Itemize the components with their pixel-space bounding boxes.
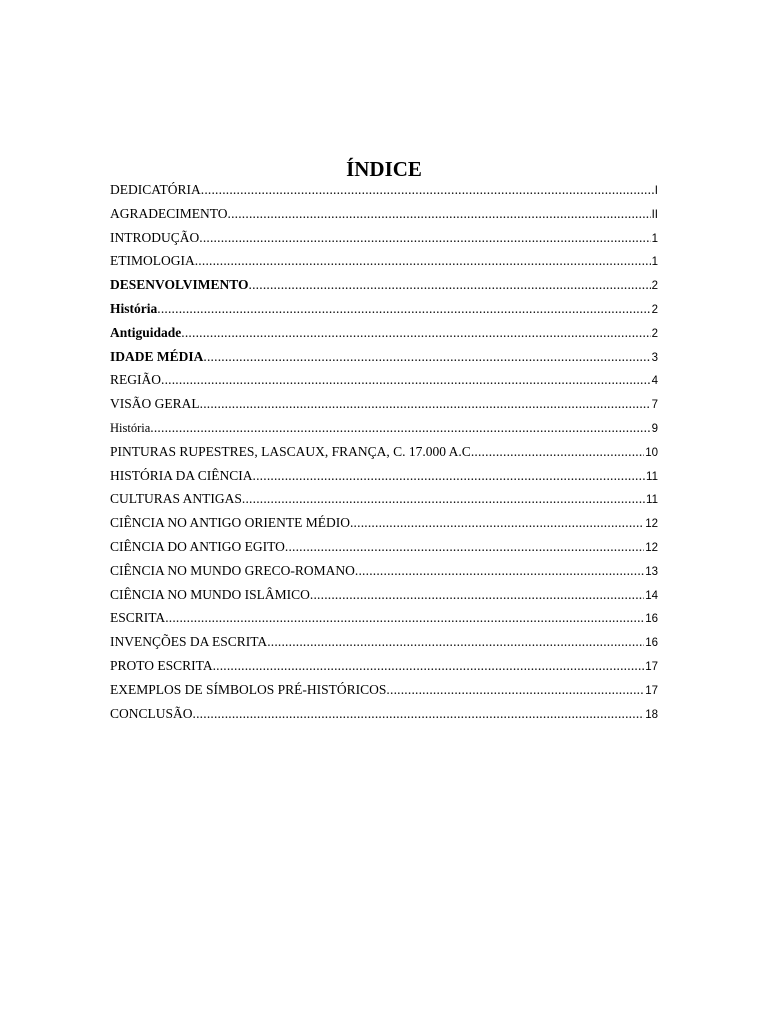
toc-entry-label: IDADE MÉDIA (110, 348, 204, 364)
toc-entry-label: DEDICATÓRIA (110, 182, 201, 197)
toc-entry[interactable] (110, 372, 658, 396)
dot-leader (228, 206, 651, 222)
toc-entry-label: CIÊNCIA NO ANTIGO ORIENTE MÉDIO (110, 515, 350, 531)
toc-entry-label: INTRODUÇÃO (110, 229, 200, 245)
toc-entry[interactable] (110, 468, 658, 492)
toc-entry[interactable] (110, 444, 658, 468)
toc-entry-page-number: 12 (645, 518, 658, 531)
toc-entry[interactable] (110, 349, 658, 373)
toc-entry-label: DESENVOLVIMENTO (110, 277, 249, 293)
table-of-contents (110, 182, 658, 729)
toc-entry-page-number: 12 (645, 541, 658, 554)
toc-entry-label: PROTO ESCRITA (110, 657, 213, 673)
toc-entry-page-number: 13 (645, 565, 658, 578)
toc-entry-page-number: 2 (651, 280, 658, 293)
toc-entry[interactable] (110, 491, 658, 515)
toc-entry-label: VISÃO GERAL (110, 396, 200, 412)
toc-entry-label: REGIÃO (110, 372, 161, 388)
toc-entry-label: EXEMPLOS DE SÍMBOLOS PRÉ-HISTÓRICOS (110, 681, 387, 697)
dot-leader (471, 444, 644, 460)
dot-leader (199, 230, 650, 246)
toc-entry-page-number: 17 (645, 684, 658, 697)
toc-entry[interactable] (110, 230, 658, 254)
dot-leader (267, 634, 644, 650)
toc-entry-label: CONCLUSÃO (110, 705, 193, 721)
toc-entry[interactable] (110, 682, 658, 706)
toc-entry-page-number: 11 (646, 470, 658, 483)
toc-entry[interactable] (110, 563, 658, 587)
toc-entry-page-number: 1 (651, 232, 658, 245)
dot-leader (310, 587, 644, 603)
toc-entry-label: CIÊNCIA NO MUNDO GRECO-ROMANO (110, 562, 355, 578)
toc-entry-page-number: I (654, 185, 658, 197)
toc-entry-label: CIÊNCIA NO MUNDO ISLÂMICO (110, 586, 310, 602)
toc-entry[interactable] (110, 182, 658, 206)
dot-leader (213, 658, 645, 674)
toc-entry[interactable] (110, 658, 658, 682)
toc-entry-page-number: 2 (651, 327, 658, 340)
toc-entry[interactable] (110, 396, 658, 420)
toc-entry[interactable] (110, 539, 658, 563)
toc-entry-page-number: 17 (645, 660, 658, 673)
toc-entry[interactable] (110, 420, 658, 444)
dot-leader (150, 420, 650, 436)
toc-entry[interactable] (110, 515, 658, 539)
dot-leader (201, 182, 654, 198)
toc-entry-page-number: II (651, 208, 658, 221)
toc-entry-label: CULTURAS ANTIGAS (110, 491, 242, 507)
toc-entry[interactable] (110, 253, 658, 277)
toc-entry-page-number: 3 (651, 351, 658, 364)
toc-title: ÍNDICE (346, 157, 422, 181)
dot-leader (285, 539, 644, 555)
toc-entry-label: ETIMOLOGIA (110, 253, 195, 269)
toc-entry-label: HISTÓRIA DA CIÊNCIA (110, 467, 253, 483)
dot-leader (249, 277, 651, 293)
dot-leader (195, 253, 651, 269)
toc-entry-page-number: 1 (651, 256, 658, 269)
toc-entry-page-number: 10 (645, 446, 658, 459)
toc-entry-page-number: 9 (651, 422, 658, 435)
toc-entry-label: Antiguidade (110, 324, 182, 340)
toc-entry[interactable] (110, 277, 658, 301)
dot-leader (386, 682, 644, 698)
dot-leader (165, 610, 644, 626)
toc-entry[interactable] (110, 206, 658, 230)
toc-entry-page-number: 7 (651, 399, 658, 412)
toc-entry-label: INVENÇÕES DA ESCRITA (110, 634, 268, 650)
toc-entry[interactable] (110, 610, 658, 634)
toc-entry[interactable] (110, 301, 658, 325)
dot-leader (200, 396, 651, 412)
toc-entry[interactable] (110, 325, 658, 349)
toc-entry-page-number: 18 (645, 708, 658, 721)
toc-entry-page-number: 16 (645, 637, 658, 650)
dot-leader (242, 491, 645, 507)
dot-leader (157, 301, 650, 317)
toc-entry-label: História (110, 420, 151, 435)
toc-entry-page-number: 16 (645, 613, 658, 626)
document-page (110, 156, 658, 729)
toc-entry-label: PINTURAS RUPESTRES, LASCAUX, FRANÇA, C. 17.000 A.C (110, 443, 471, 459)
toc-entry-page-number: 2 (651, 303, 658, 316)
toc-entry-label: AGRADECIMENTO (110, 205, 228, 221)
dot-leader (161, 372, 651, 388)
dot-leader (350, 515, 644, 531)
dot-leader (355, 563, 644, 579)
dot-leader (253, 468, 646, 484)
toc-entry-label: História (110, 300, 158, 316)
toc-entry-page-number: 11 (646, 494, 658, 507)
toc-entry[interactable] (110, 587, 658, 611)
toc-entry[interactable] (110, 634, 658, 658)
toc-entry-page-number: 4 (651, 375, 658, 388)
toc-entry-page-number: 14 (645, 589, 658, 602)
dot-leader (203, 349, 650, 365)
toc-entry-label: CIÊNCIA DO ANTIGO EGITO (110, 538, 285, 554)
toc-entry[interactable] (110, 706, 658, 730)
toc-entry-label: ESCRITA (110, 610, 166, 626)
dot-leader (193, 706, 645, 722)
dot-leader (181, 325, 650, 341)
